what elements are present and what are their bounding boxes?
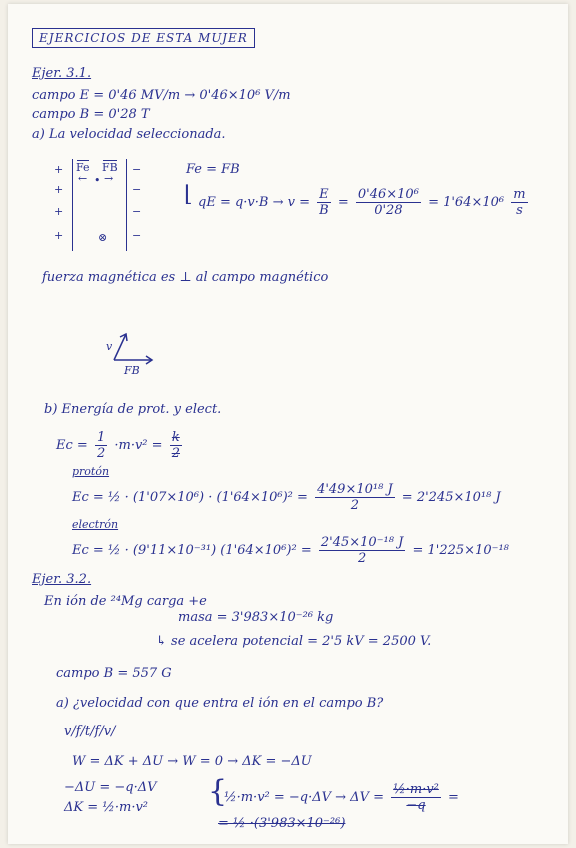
ec-crossed-fraction [170,430,182,461]
ex32-acceleration: ↳ se acelera potencial = 2'5 kV = 2500 V. [156,634,432,649]
force-equation: qE = q·v·B → v = [198,195,310,210]
velocity-derivation [198,187,531,218]
ex31-field-b: campo B = 0'28 T [32,107,150,122]
ex32-mass: masa = 3'983×10⁻²⁶ kg [178,610,334,625]
electron-equation: Ec = ½ · (9'11×10⁻³¹) (1'64×10⁶)² = [72,543,312,558]
ex31-part-b: b) Energía de prot. y elect. [44,402,222,417]
notebook-page [8,4,568,844]
charge-dot-icon: • [94,174,101,187]
plates-diagram [54,159,146,251]
ex31-heading: Ejer. 3.1. [32,66,92,81]
unit-denominator: s [516,203,523,218]
potential-energy-line: −ΔU = −q·ΔV [64,780,157,795]
arrow-left-icon: ← [78,172,88,185]
system-brace-icon: { [208,774,228,809]
fraction-denominator: 2 [357,551,367,566]
electron-energy [72,535,509,566]
page-title: EJERCICIOS DE ESTA MUJER [32,28,255,48]
ex32-field-b: campo B = 557 G [56,666,172,681]
fe-vector-label: Fe [76,161,90,174]
system-end: = [448,790,459,805]
system-fraction [391,782,441,813]
plate-right [126,159,127,251]
proton-result: = 2'245×10¹⁸ J [401,490,501,505]
crossed-out-line: = ½ ·(3'983×10⁻²⁶) [218,816,346,831]
kinetic-energy-line: ΔK = ½·m·v² [64,800,149,815]
electron-result: = 1'225×10⁻¹⁸ [412,543,509,558]
proton-label: protón [72,465,110,478]
fraction-numerator: 4'49×10¹⁸ J [317,482,393,497]
bracket-icon: ⌊ [184,182,193,207]
plus-sign: + [54,163,64,176]
equals-sign: = [337,195,349,210]
system-equation [224,782,459,813]
b-field-into-page-icon: ⊗ [98,231,108,244]
ec-rest: ·m·v² = [114,438,163,453]
ex32-part-a: a) ¿velocidad con que entra el ión en el campo B? [56,696,384,711]
fraction-denominator: −q [406,798,426,813]
e-over-b [317,187,331,218]
fraction-numerator: 1 [96,430,106,445]
fraction-numerator: 0'46×10⁶ [357,187,419,202]
velocity-result: = 1'64×10⁶ [428,195,505,210]
magnetic-force-note: fuerza magnética es ⊥ al campo magnético [42,270,329,285]
arrow-right-icon: → [104,172,114,185]
system-line: ½·m·v² = −q·ΔV → ΔV = [224,790,384,805]
plus-sign: + [54,205,64,218]
fraction-numerator: E [317,187,331,203]
fraction-denominator: 2 [350,498,359,513]
velocity-arrow [114,334,126,360]
ex32-heading: Ejer. 3.2. [32,572,92,587]
velocity-unit [511,187,527,218]
fraction-denominator: 2 [96,446,106,461]
ex32-ion: En ión de ²⁴Mg carga +e [44,594,207,609]
kinetic-energy-formula [56,430,185,461]
ex31-part-a: a) La velocidad seleccionada. [32,127,226,142]
diagram-fb-label: FB [124,364,140,377]
minus-sign: − [132,163,142,176]
half-fraction [95,430,107,461]
minus-sign: − [132,205,142,218]
fraction-numerator: 2'45×10⁻¹⁸ J [320,535,404,550]
fe-equals-fb: Fe = FB [186,162,240,177]
minus-sign: − [132,183,142,196]
electron-label: electrón [72,518,119,531]
velocity-fraction [356,187,421,218]
fraction-numerator: ½·m·v² [393,782,439,797]
plus-sign: + [54,229,64,242]
ex31-field-e: campo E = 0'46 MV/m → 0'46×10⁶ V/m [32,88,291,103]
plus-sign: + [54,183,64,196]
unit-numerator: m [513,187,526,202]
fb-vector-label: FB [102,161,118,174]
ec-label: Ec = [56,438,88,453]
proton-equation: Ec = ½ · (1'07×10⁶) · (1'64×10⁶)² = [72,490,308,505]
proton-fraction [315,482,395,513]
fraction-denominator: 0'28 [374,203,403,218]
minus-sign: − [132,229,142,242]
work-energy-line: W = ΔK + ΔU → W = 0 → ΔK = −ΔU [72,754,312,769]
electron-fraction [319,535,405,566]
plate-left [72,159,73,251]
fraction-denominator: B [319,203,329,218]
fraction-numerator: k [170,430,182,446]
fraction-denominator: 2 [171,446,180,461]
scribble: v/f/t/f/v/ [64,724,116,739]
diagram-v-label: v [106,340,113,353]
proton-energy [72,482,501,513]
